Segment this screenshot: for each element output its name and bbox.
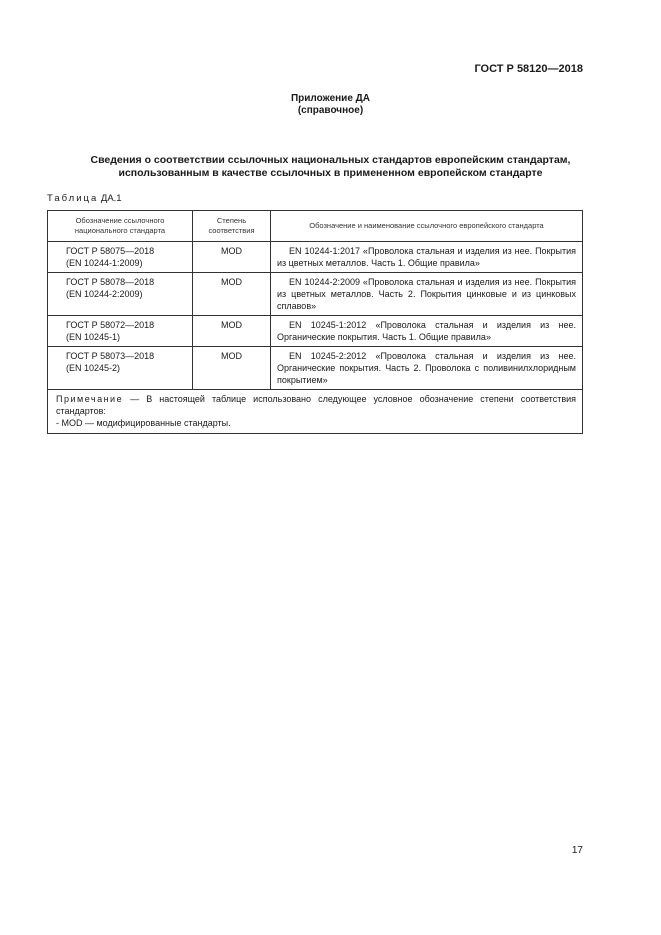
european-standard-text: EN 10245-1:2012 «Проволока стальная и изделия из нее. Органические покрытия. Часть 1. Общие правила» [277, 320, 576, 342]
header-text: Степень [216, 216, 247, 225]
section-title-line: использованным в качестве ссылочных в примененном европейском стандарте [118, 167, 543, 179]
section-title-line: Сведения о соответствии ссылочных национальных стандартов европейским стандартам, [90, 154, 571, 166]
note-body: — В настоящей таблице использовано следующее условное обозначение степени соответствия стандартов: [56, 394, 576, 416]
national-code: ГОСТ Р 58075—2018 [66, 246, 155, 256]
correspondence-table [47, 210, 583, 434]
national-standard-cell [48, 242, 193, 273]
national-ref: (EN 10244-1:2009) [66, 258, 143, 268]
table-note-row [48, 390, 583, 434]
degree-cell: MOD [193, 316, 271, 347]
national-ref: (EN 10245-2) [66, 363, 121, 373]
document-code: ГОСТ Р 58120—2018 [474, 63, 583, 75]
note-label: Примечание [56, 394, 124, 404]
note-item: - MOD — модифицированные стандарты. [56, 418, 231, 428]
national-ref: (EN 10245-1) [66, 332, 121, 342]
table-row [48, 347, 583, 390]
table-label-number: ДА.1 [98, 193, 122, 204]
degree-cell: MOD [193, 347, 271, 390]
header-degree [193, 211, 271, 242]
header-text: соответствия [208, 226, 255, 235]
european-standard-text: EN 10244-1:2017 «Проволока стальная и изделия из нее. Покрытия из цветных металлов. Часть 1. Общие правила» [277, 246, 576, 268]
table-row [48, 273, 583, 316]
header-national-standard [48, 211, 193, 242]
degree-cell: MOD [193, 242, 271, 273]
section-title [47, 154, 614, 180]
national-standard-cell [48, 273, 193, 316]
header-text: национального стандарта [74, 226, 166, 235]
table-label-word: Таблица [47, 193, 99, 204]
european-standard-cell [271, 316, 583, 347]
european-standard-cell [271, 242, 583, 273]
european-standard-cell [271, 347, 583, 390]
table-header-row [48, 211, 583, 242]
header-european-standard: Обозначение и наименование ссылочного европейского стандарта [271, 211, 583, 242]
national-ref: (EN 10244-2:2009) [66, 289, 143, 299]
national-code: ГОСТ Р 58073—2018 [66, 351, 155, 361]
european-standard-text: EN 10244-2:2009 «Проволока стальная и изделия из нее. Покрытия из цветных металлов. Часть 2. Покрытия цинковые и из цинковых сплавов» [277, 277, 576, 311]
european-standard-text: EN 10245-2:2012 «Проволока стальная и изделия из нее. Органические покрытия. Часть 2. Проволока с поливинилхлоридным покрытием» [277, 351, 576, 385]
national-standard-cell [48, 347, 193, 390]
national-code: ГОСТ Р 58078—2018 [66, 277, 155, 287]
page-number: 17 [571, 845, 583, 856]
annex-title: Приложение ДА [290, 93, 371, 104]
table-label [47, 193, 122, 204]
annex-heading [0, 93, 661, 117]
header-text: Обозначение ссылочного [75, 216, 165, 225]
national-code: ГОСТ Р 58072—2018 [66, 320, 155, 330]
european-standard-cell [271, 273, 583, 316]
table-note [48, 390, 583, 434]
note-text [56, 393, 576, 417]
degree-cell: MOD [193, 273, 271, 316]
annex-subtitle: (справочное) [297, 105, 364, 116]
national-standard-cell [48, 316, 193, 347]
table-row [48, 316, 583, 347]
table-row [48, 242, 583, 273]
